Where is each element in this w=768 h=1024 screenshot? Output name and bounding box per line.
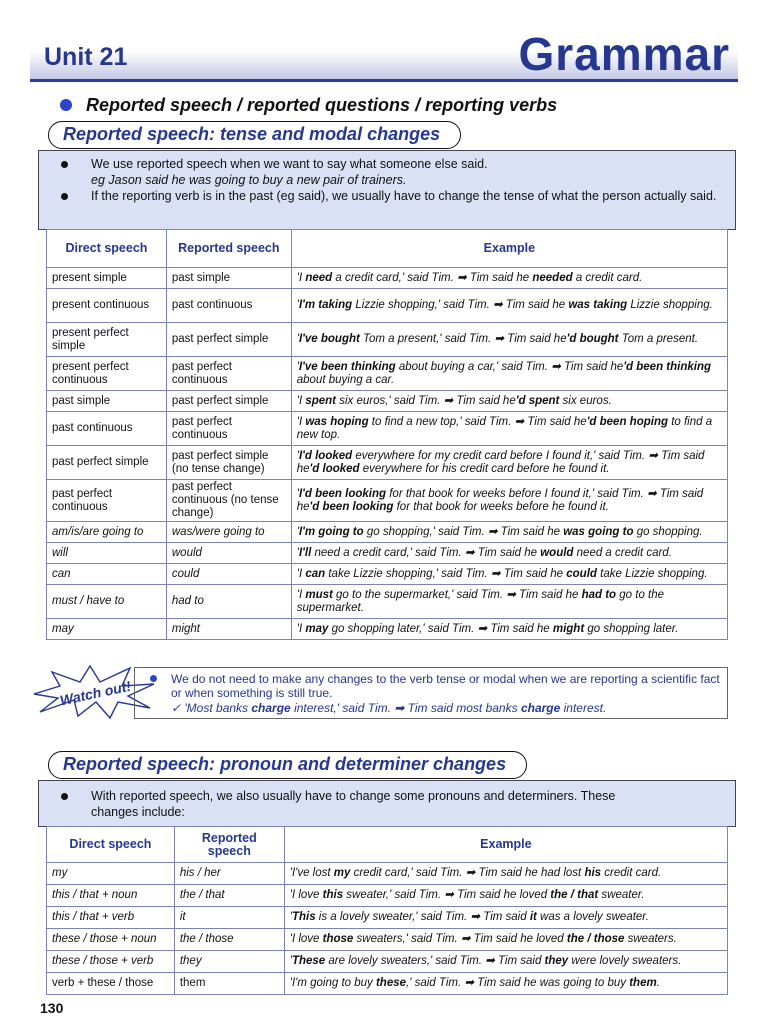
reported-speech-cell: past simple [166, 268, 291, 289]
reported-speech-cell: past perfect simple [166, 391, 291, 412]
direct-speech-cell: this / that + noun [47, 885, 175, 907]
reported-speech-cell: past perfect simple (no tense change) [166, 446, 291, 480]
table-row [47, 446, 728, 480]
direct-speech-cell: past perfect continuous [47, 480, 167, 522]
section-title: Grammar [518, 28, 730, 80]
table-row [47, 289, 728, 323]
example-cell: 'I spent six euros,' said Tim. ➡ Tim said he'd spent six euros. [291, 391, 727, 412]
reported-speech-cell: they [174, 951, 284, 973]
example-cell: 'I'm going to go shopping,' said Tim. ➡ Tim said he was going to go shopping. [291, 522, 727, 543]
col-header: Direct speech [47, 827, 175, 863]
reported-speech-cell: them [174, 973, 284, 995]
main-heading: Reported speech / reported questions / reporting verbs [60, 95, 557, 116]
table-row [47, 585, 728, 619]
direct-speech-cell: present perfect simple [47, 323, 167, 357]
watch-out-example: ✓ 'Most banks charge interest,' said Tim. ➡ Tim said most banks charge interest. [171, 701, 607, 715]
table-row [47, 268, 728, 289]
reported-speech-cell: past perfect continuous (no tense change) [166, 480, 291, 522]
example-cell: 'I'm taking Lizzie shopping,' said Tim. ➡ Tim said he was taking Lizzie shopping. [291, 289, 727, 323]
direct-speech-cell: past perfect simple [47, 446, 167, 480]
direct-speech-cell: my [47, 863, 175, 885]
direct-speech-cell: these / those + verb [47, 951, 175, 973]
table-row [47, 951, 728, 973]
section1-info-box [38, 150, 736, 230]
reported-speech-cell: could [166, 564, 291, 585]
watch-out-label: Watch out! [58, 677, 133, 709]
table-row [47, 391, 728, 412]
reported-speech-cell: past perfect continuous [166, 357, 291, 391]
table-row [47, 480, 728, 522]
direct-speech-cell: am/is/are going to [47, 522, 167, 543]
example-cell: 'I've lost my credit card,' said Tim. ➡ Tim said he had lost his credit card. [284, 863, 727, 885]
pronoun-table [46, 826, 728, 995]
table-row [47, 323, 728, 357]
reported-speech-cell: his / her [174, 863, 284, 885]
table-row [47, 522, 728, 543]
tense-table [46, 229, 728, 640]
example-cell: 'I love this sweater,' said Tim. ➡ Tim said he loved the / that sweater. [284, 885, 727, 907]
col-header: Reported speech [174, 827, 284, 863]
direct-speech-cell: must / have to [47, 585, 167, 619]
reported-speech-cell: past continuous [166, 289, 291, 323]
table-row [47, 973, 728, 995]
reported-speech-cell: would [166, 543, 291, 564]
table-row [47, 564, 728, 585]
direct-speech-cell: past continuous [47, 412, 167, 446]
col-header: Direct speech [47, 230, 167, 268]
direct-speech-cell: this / that + verb [47, 907, 175, 929]
table-row [47, 929, 728, 951]
direct-speech-cell: present simple [47, 268, 167, 289]
direct-speech-cell: may [47, 619, 167, 640]
example-cell: 'I'll need a credit card,' said Tim. ➡ Tim said he would need a credit card. [291, 543, 727, 564]
example-cell: 'I need a credit card,' said Tim. ➡ Tim said he needed a credit card. [291, 268, 727, 289]
watch-out-box [134, 667, 728, 719]
reported-speech-cell: past perfect continuous [166, 412, 291, 446]
section1-title: Reported speech: tense and modal changes [48, 121, 461, 149]
page-number: 130 [40, 1000, 64, 1016]
direct-speech-cell: present perfect continuous [47, 357, 167, 391]
info-bullet: We use reported speech when we want to say what someone else said. eg Jason said he was going to buy a new pair of trainers. [39, 156, 735, 188]
example-cell: 'I've bought Tom a present,' said Tim. ➡ Tim said he'd bought Tom a present. [291, 323, 727, 357]
example-cell: 'I love those sweaters,' said Tim. ➡ Tim said he loved the / those sweaters. [284, 929, 727, 951]
table-row [47, 907, 728, 929]
info-bullet: If the reporting verb is in the past (eg said), we usually have to change the tense of what the person actually said. [39, 188, 735, 204]
example-cell: 'This is a lovely sweater,' said Tim. ➡ Tim said it was a lovely sweater. [284, 907, 727, 929]
col-header: Reported speech [166, 230, 291, 268]
example-cell: 'I'd been looking for that book for weeks before I found it,' said Tim. ➡ Tim said he'd been looking for that book for weeks before he found it. [291, 480, 727, 522]
table-row [47, 412, 728, 446]
table-row [47, 543, 728, 564]
reported-speech-cell: had to [166, 585, 291, 619]
direct-speech-cell: can [47, 564, 167, 585]
watch-out-text: We do not need to make any changes to the verb tense or modal when we are reporting a scientific fact or when something is still true. [171, 672, 720, 700]
table-row [47, 619, 728, 640]
col-header: Example [291, 230, 727, 268]
reported-speech-cell: the / that [174, 885, 284, 907]
example-cell: 'These are lovely sweaters,' said Tim. ➡ Tim said they were lovely sweaters. [284, 951, 727, 973]
direct-speech-cell: verb + these / those [47, 973, 175, 995]
example-cell: 'I may go shopping later,' said Tim. ➡ Tim said he might go shopping later. [291, 619, 727, 640]
section2-info-box [38, 780, 736, 827]
example-cell: 'I can take Lizzie shopping,' said Tim. ➡ Tim said he could take Lizzie shopping. [291, 564, 727, 585]
reported-speech-cell: the / those [174, 929, 284, 951]
direct-speech-cell: these / those + noun [47, 929, 175, 951]
col-header: Example [284, 827, 727, 863]
example-cell: 'I'd looked everywhere for my credit card before I found it,' said Tim. ➡ Tim said he'd looked everywhere for his credit card before he found it. [291, 446, 727, 480]
example-cell: 'I've been thinking about buying a car,' said Tim. ➡ Tim said he'd been thinking about buying a car. [291, 357, 727, 391]
table-row [47, 885, 728, 907]
unit-label: Unit 21 [44, 43, 128, 71]
reported-speech-cell: past perfect simple [166, 323, 291, 357]
bullet-dot-icon [60, 99, 72, 111]
info-bullet: With reported speech, we also usually have to change some pronouns and determiners. These changes include: [39, 788, 735, 820]
direct-speech-cell: past simple [47, 391, 167, 412]
example-cell: 'I was hoping to find a new top,' said Tim. ➡ Tim said he'd been hoping to find a new top. [291, 412, 727, 446]
table-row [47, 357, 728, 391]
section2-title: Reported speech: pronoun and determiner changes [48, 751, 527, 779]
direct-speech-cell: will [47, 543, 167, 564]
table-row [47, 863, 728, 885]
reported-speech-cell: was/were going to [166, 522, 291, 543]
reported-speech-cell: it [174, 907, 284, 929]
reported-speech-cell: might [166, 619, 291, 640]
example-cell: 'I must go to the supermarket,' said Tim. ➡ Tim said he had to go to the supermarket. [291, 585, 727, 619]
direct-speech-cell: present continuous [47, 289, 167, 323]
example-cell: 'I'm going to buy these,' said Tim. ➡ Tim said he was going to buy them. [284, 973, 727, 995]
